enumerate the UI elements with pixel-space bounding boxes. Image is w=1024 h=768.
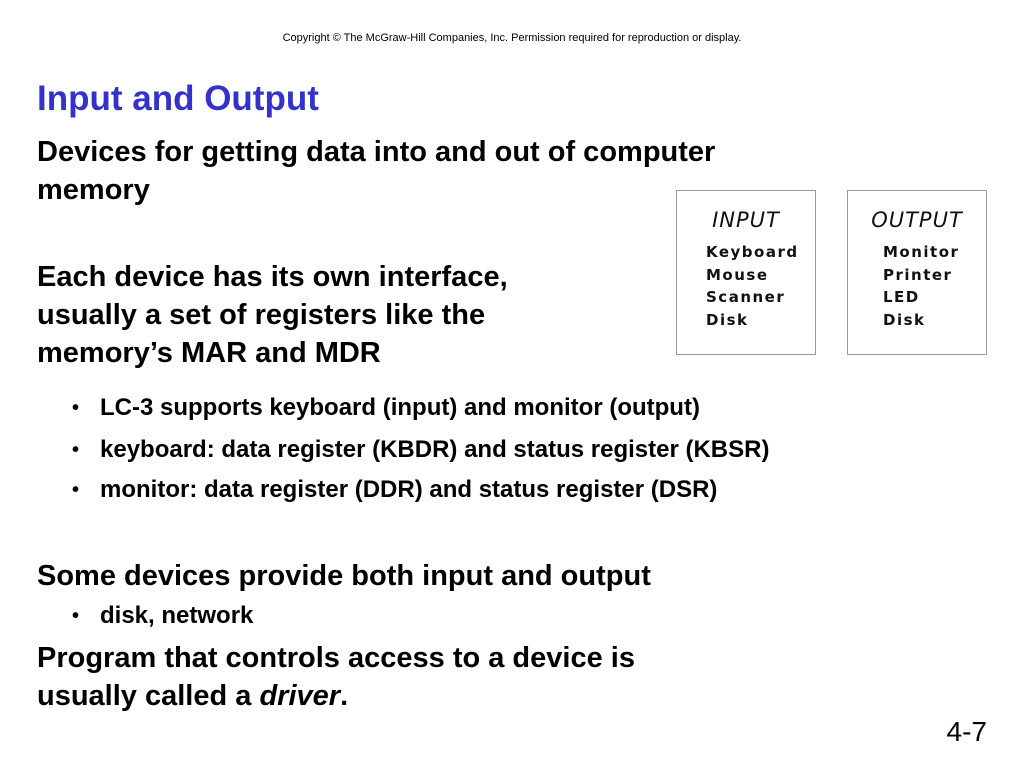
bullet-list-lc3 (72, 393, 769, 505)
paragraph-both: Some devices provide both input and output (37, 560, 651, 592)
input-heading: INPUT (712, 208, 780, 232)
paragraph-driver-line2 (37, 677, 635, 715)
output-device-item: LED (883, 288, 920, 306)
slide-title: Input and Output (37, 79, 319, 118)
paragraph-interface (37, 258, 508, 372)
driver-suffix: . (340, 680, 349, 712)
bullet-text: keyboard: data register (KBDR) and status register (KBSR) (100, 436, 770, 463)
bullet-item (72, 475, 769, 505)
input-device-item: Keyboard (706, 243, 799, 261)
output-device-item: Disk (883, 310, 926, 329)
copyright-notice: Copyright © The McGraw-Hill Companies, Inc. Permission required for reproduction or display. (282, 32, 742, 44)
input-device-item: Disk (706, 310, 749, 329)
output-device-item: Monitor (883, 243, 960, 261)
input-devices-box (676, 190, 816, 355)
bullet-dot: • (72, 397, 80, 419)
paragraph-interface-line1: Each device has its own interface, (37, 261, 508, 293)
paragraph-devices-line1: Devices for getting data into and out of computer (37, 136, 716, 168)
input-device-item: Mouse (706, 265, 769, 284)
paragraph-devices-line2: memory (37, 174, 150, 206)
slide-number: 4-7 (946, 716, 987, 747)
paragraph-interface-line2: usually a set of registers like the (37, 299, 486, 331)
bullet-list-both (72, 601, 253, 631)
bullet-item (72, 435, 769, 465)
driver-prefix: usually called a (37, 680, 260, 712)
paragraph-devices (37, 133, 715, 209)
bullet-dot: • (72, 605, 80, 627)
driver-term: driver (259, 680, 341, 712)
bullet-text: monitor: data register (DDR) and status register (DSR) (100, 476, 718, 503)
output-devices-box (847, 190, 987, 355)
output-heading: OUTPUT (871, 208, 963, 232)
output-device-item: Printer (883, 265, 953, 284)
bullet-item (72, 393, 769, 423)
bullet-text: disk, network (100, 602, 254, 629)
bullet-item (72, 601, 253, 631)
input-device-list (706, 241, 799, 331)
paragraph-interface-line3: memory’s MAR and MDR (37, 337, 381, 369)
paragraph-driver-line1: Program that controls access to a device is (37, 642, 635, 674)
input-device-item: Scanner (706, 288, 786, 306)
bullet-dot: • (72, 439, 80, 461)
bullet-dot: • (72, 479, 80, 501)
bullet-text: LC-3 supports keyboard (input) and monitor (output) (100, 394, 700, 421)
paragraph-driver (37, 639, 635, 715)
output-device-list (883, 241, 959, 331)
